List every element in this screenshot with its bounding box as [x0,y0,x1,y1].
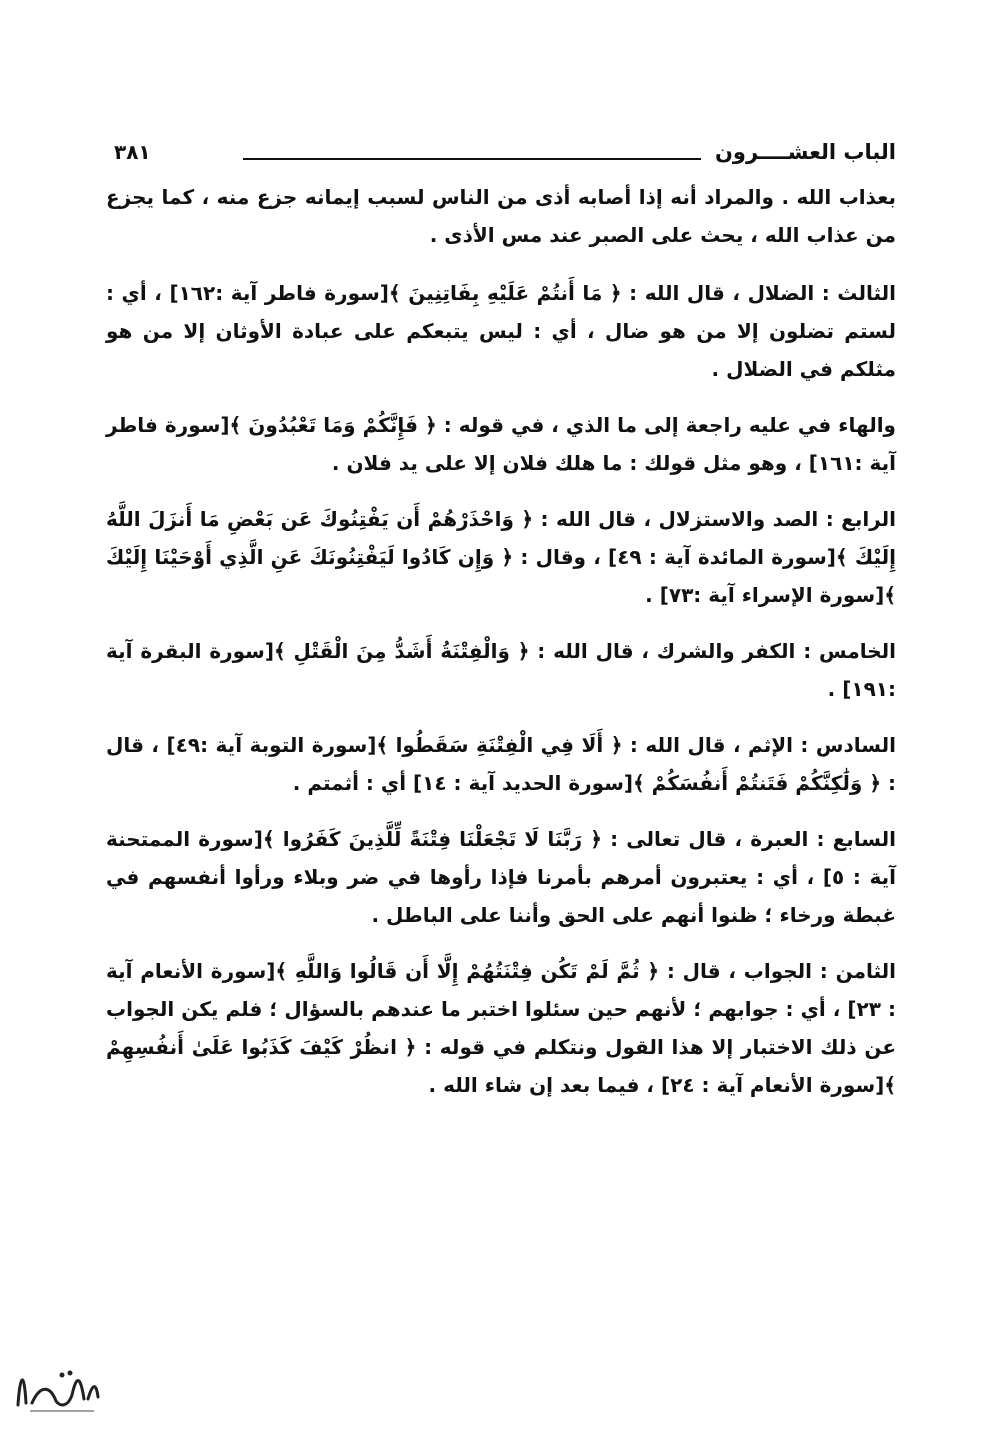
calligraphy-logo-icon [10,1355,102,1415]
paragraph-sixth-meaning: السادس : الإثم ، قال الله : ﴿ أَلَا فِي الْفِتْنَةِ سَقَطُوا ﴾[سورة التوبة آية :٤٩] ، قال : ﴿ وَلَٰكِنَّكُمْ فَتَنتُمْ أَنفُسَكُمْ ﴾[سورة الحديد آية : ١٤] أي : أثمتم . [106,733,896,795]
paragraph-fifth-meaning: الخامس : الكفر والشرك ، قال الله : ﴿ وَالْفِتْنَةُ أَشَدُّ مِنَ الْقَتْلِ ﴾[سورة البقرة آية :١٩١] . [106,639,896,701]
page-number: ٣٨١ [114,140,151,164]
page-header [108,140,896,176]
page-body [106,178,896,1122]
paragraph-pronoun-note: والهاء في عليه راجعة إلى ما الذي ، في قوله : ﴿ فَإِنَّكُمْ وَمَا تَعْبُدُونَ ﴾[سورة فاطر آية :١٦١] ، وهو مثل قولك : ما هلك فلان إلا على يد فلان . [106,413,896,475]
paragraph-continuation: بعذاب الله . والمراد أنه إذا أصابه أذى من الناس لسبب إيمانه جزع منه ، كما يجزع من عذاب الله ، يحث على الصبر عند مس الأذى . [106,185,896,247]
chapter-title: الباب العشــــرون [714,140,896,164]
paragraph-seventh-meaning: السابع : العبرة ، قال تعالى : ﴿ رَبَّنَا لَا تَجْعَلْنَا فِتْنَةً لِّلَّذِينَ كَفَرُوا ﴾[سورة الممتحنة آية : ٥] ، أي : يعتبرون أمرهم بأمرنا فإذا رأوها في ضر وبلاء ورأوا أنفسهم في غبطة ورخاء ؛ ظنوا أنهم على الحق وأننا على الباطل . [106,827,896,927]
paragraph-fourth-meaning: الرابع : الصد والاستزلال ، قال الله : ﴿ وَاحْذَرْهُمْ أَن يَفْتِنُوكَ عَن بَعْضِ مَا أَنزَلَ اللَّهُ إِلَيْكَ ﴾[سورة المائدة آية : ٤٩] ، وقال : ﴿ وَإِن كَادُوا لَيَفْتِنُونَكَ عَنِ الَّذِي أَوْحَيْنَا إِلَيْكَ ﴾[سورة الإسراء آية :٧٣] . [106,507,897,607]
paragraph-eighth-meaning: الثامن : الجواب ، قال : ﴿ ثُمَّ لَمْ تَكُن فِتْنَتُهُمْ إِلَّا أَن قَالُوا وَاللَّهِ ﴾[سورة الأنعام آية : ٢٣] ، أي : جوابهم ؛ لأنهم حين سئلوا اختبر ما عندهم بالسؤال ؛ فلم يكن الجواب عن ذلك الاختبار إلا هذا القول ونتكلم في قوله : ﴿ انظُرْ كَيْفَ كَذَبُوا عَلَىٰ أَنفُسِهِمْ ﴾[سورة الأنعام آية : ٢٤] ، فيما بعد إن شاء الله . [106,959,896,1097]
paragraph-third-meaning: الثالث : الضلال ، قال الله : ﴿ مَا أَنتُمْ عَلَيْهِ بِفَاتِنِينَ ﴾[سورة فاطر آية :١٦٢] ، أي : لستم تضلون إلا من هو ضال ، أي : ليس يتبعكم على عبادة الأوثان إلا من هو مثلكم في الضلال . [106,281,897,381]
header-rule [243,158,701,160]
